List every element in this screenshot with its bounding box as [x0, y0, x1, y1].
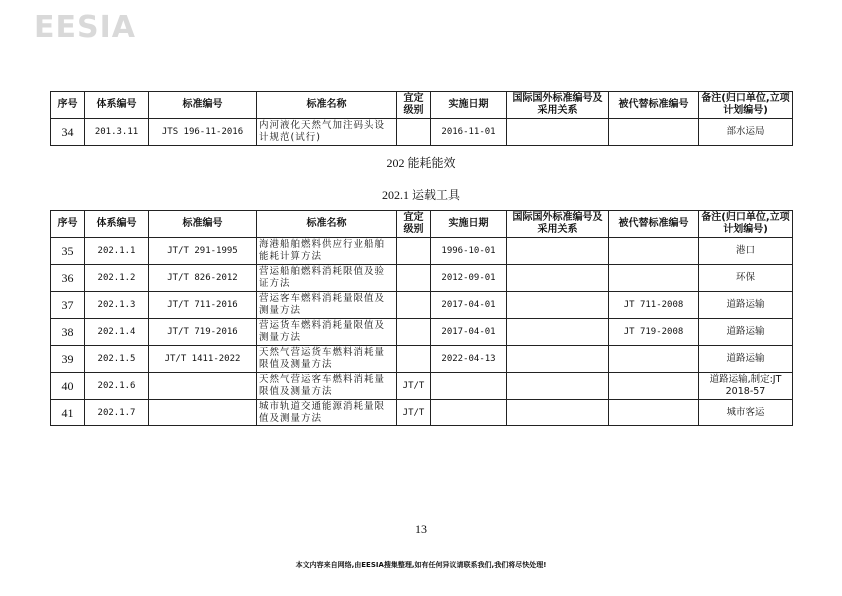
cell-intl — [507, 400, 609, 426]
cell-std-name: 营运船舶燃料消耗限值及验证方法 — [257, 265, 397, 292]
cell-remark: 道路运输 — [699, 346, 793, 373]
cell-seq: 40 — [51, 373, 85, 400]
cell-impl-date — [431, 400, 507, 426]
cell-std-code: JT/T 711-2016 — [149, 292, 257, 319]
cell-system-code: 202.1.6 — [85, 373, 149, 400]
cell-remark: 道路运输,制定:JT 2018-57 — [699, 373, 793, 400]
cell-impl-date: 2022-04-13 — [431, 346, 507, 373]
cell-remark: 港口 — [699, 238, 793, 265]
standards-table-201 — [50, 91, 793, 146]
cell-impl-date: 1996-10-01 — [431, 238, 507, 265]
header-impl-date: 实施日期 — [431, 211, 507, 238]
header-std-code: 标准编号 — [149, 92, 257, 119]
header-remark: 备注(归口单位,立项计划编号) — [699, 211, 793, 238]
cell-impl-date: 2017-04-01 — [431, 319, 507, 346]
cell-impl-date — [431, 373, 507, 400]
cell-std-name: 营运货车燃料消耗量限值及测量方法 — [257, 319, 397, 346]
table-row — [51, 119, 793, 146]
header-level: 宜定级别 — [397, 92, 431, 119]
cell-std-code: JT/T 826-2012 — [149, 265, 257, 292]
cell-intl — [507, 119, 609, 146]
cell-system-code: 202.1.4 — [85, 319, 149, 346]
cell-intl — [507, 319, 609, 346]
cell-system-code: 202.1.1 — [85, 238, 149, 265]
cell-remark: 道路运输 — [699, 319, 793, 346]
cell-level — [397, 119, 431, 146]
table-row — [51, 265, 793, 292]
table-row — [51, 346, 793, 373]
eesia-logo: EESIA — [34, 10, 136, 45]
cell-system-code: 202.1.3 — [85, 292, 149, 319]
section-title-202: 202 能耗能效 — [386, 156, 456, 170]
cell-replaced: JT 719-2008 — [609, 319, 699, 346]
cell-remark: 部水运局 — [699, 119, 793, 146]
cell-remark: 城市客运 — [699, 400, 793, 426]
cell-std-code — [149, 400, 257, 426]
cell-level — [397, 292, 431, 319]
cell-level — [397, 346, 431, 373]
table-header-row — [51, 92, 793, 119]
cell-replaced — [609, 238, 699, 265]
cell-replaced — [609, 265, 699, 292]
cell-level — [397, 265, 431, 292]
header-remark: 备注(归口单位,立项计划编号) — [699, 92, 793, 119]
cell-replaced — [609, 400, 699, 426]
cell-seq: 34 — [51, 119, 85, 146]
cell-std-code: JT/T 719-2016 — [149, 319, 257, 346]
header-seq: 序号 — [51, 211, 85, 238]
cell-std-name: 城市轨道交通能源消耗量限值及测量方法 — [257, 400, 397, 426]
table-row — [51, 400, 793, 426]
header-std-code: 标准编号 — [149, 211, 257, 238]
cell-seq: 38 — [51, 319, 85, 346]
cell-intl — [507, 373, 609, 400]
table-row — [51, 319, 793, 346]
header-intl: 国际国外标准编号及采用关系 — [507, 92, 609, 119]
cell-std-name: 天然气营运客车燃料消耗量限值及测量方法 — [257, 373, 397, 400]
cell-impl-date: 2012-09-01 — [431, 265, 507, 292]
cell-std-code: JT/T 291-1995 — [149, 238, 257, 265]
cell-remark: 环保 — [699, 265, 793, 292]
cell-std-code: JTS 196-11-2016 — [149, 119, 257, 146]
cell-std-code — [149, 373, 257, 400]
cell-system-code: 202.1.5 — [85, 346, 149, 373]
cell-level: JT/T — [397, 400, 431, 426]
header-std-name: 标准名称 — [257, 92, 397, 119]
cell-std-name: 天然气营运货车燃料消耗量限值及测量方法 — [257, 346, 397, 373]
cell-seq: 39 — [51, 346, 85, 373]
header-std-name: 标准名称 — [257, 211, 397, 238]
section-title-202-1: 202.1 运载工具 — [381, 188, 460, 202]
cell-std-name: 海港船舶燃料供应行业船舶能耗计算方法 — [257, 238, 397, 265]
header-replaced: 被代替标准编号 — [609, 211, 699, 238]
header-replaced: 被代替标准编号 — [609, 92, 699, 119]
page-number: 13 — [415, 522, 427, 536]
cell-level: JT/T — [397, 373, 431, 400]
cell-seq: 35 — [51, 238, 85, 265]
header-system-code: 体系编号 — [85, 211, 149, 238]
table-row — [51, 238, 793, 265]
cell-seq: 37 — [51, 292, 85, 319]
cell-std-name: 营运客车燃料消耗量限值及测量方法 — [257, 292, 397, 319]
cell-intl — [507, 265, 609, 292]
cell-std-name: 内河液化天然气加注码头设计规范(试行) — [257, 119, 397, 146]
cell-system-code: 201.3.11 — [85, 119, 149, 146]
cell-std-code: JT/T 1411-2022 — [149, 346, 257, 373]
header-impl-date: 实施日期 — [431, 92, 507, 119]
cell-level — [397, 319, 431, 346]
cell-level — [397, 238, 431, 265]
footer-note: 本文内容来自网络,由EESIA搜集整理,如有任何异议请联系我们,我们将尽快处理! — [295, 561, 547, 569]
cell-system-code: 202.1.2 — [85, 265, 149, 292]
table-row — [51, 373, 793, 400]
header-level: 宜定级别 — [397, 211, 431, 238]
table-header-row — [51, 211, 793, 238]
table-row — [51, 292, 793, 319]
header-intl: 国际国外标准编号及采用关系 — [507, 211, 609, 238]
cell-replaced — [609, 346, 699, 373]
cell-replaced — [609, 119, 699, 146]
cell-remark: 道路运输 — [699, 292, 793, 319]
cell-replaced: JT 711-2008 — [609, 292, 699, 319]
cell-impl-date: 2017-04-01 — [431, 292, 507, 319]
cell-impl-date: 2016-11-01 — [431, 119, 507, 146]
cell-intl — [507, 238, 609, 265]
cell-seq: 36 — [51, 265, 85, 292]
header-system-code: 体系编号 — [85, 92, 149, 119]
cell-system-code: 202.1.7 — [85, 400, 149, 426]
standards-table-202-1 — [50, 210, 793, 426]
header-seq: 序号 — [51, 92, 85, 119]
cell-replaced — [609, 373, 699, 400]
cell-intl — [507, 292, 609, 319]
cell-intl — [507, 346, 609, 373]
cell-seq: 41 — [51, 400, 85, 426]
